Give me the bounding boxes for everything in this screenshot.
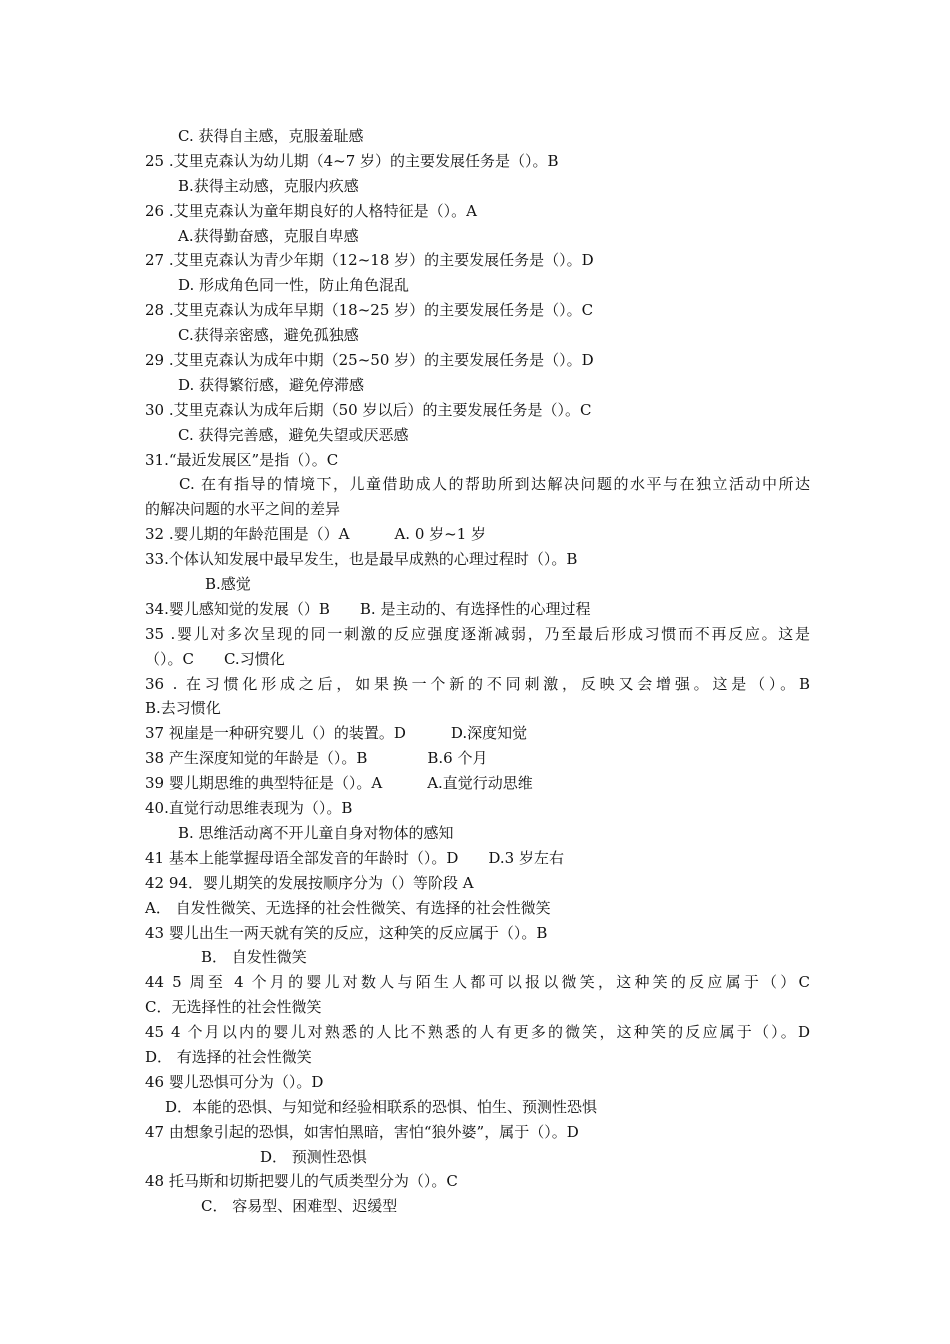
question-line: 41 基本上能掌握母语全部发音的年龄时（）。D D.3 岁左右	[145, 848, 564, 867]
question-line: 28 .艾里克森认为成年早期（18~25 岁）的主要发展任务是（）。C	[145, 301, 594, 320]
question-line: 29 .艾里克森认为成年中期（25~50 岁）的主要发展任务是（）。D	[145, 351, 594, 370]
question-line: 25 .艾里克森认为幼儿期（4~7 岁）的主要发展任务是（）。B	[145, 151, 559, 170]
question-line: 44 5 周至 4 个月的婴儿对数人与陌生人都可以报以微笑，这种笑的反应属于（）C	[145, 973, 810, 992]
question-continuation-line: （）。C C.习惯化	[145, 649, 285, 668]
answer-line: B． 自发性微笑	[201, 948, 307, 967]
question-line: 34.婴儿感知觉的发展（）B B. 是主动的、有选择性的心理过程	[145, 599, 591, 618]
question-line: 37 视崖是一种研究婴儿（）的装置。D D.深度知觉	[145, 724, 528, 743]
question-line: 26 .艾里克森认为童年期良好的人格特征是（）。A	[145, 201, 477, 220]
question-line: 40.直觉行动思维表现为（）。B	[145, 799, 353, 818]
answer-line: B.获得主动感，克服内疚感	[178, 176, 359, 195]
answer-line: B.去习惯化	[145, 699, 221, 718]
answer-line: D. 获得繁衍感，避免停滞感	[178, 375, 365, 394]
question-line: 47 由想象引起的恐惧，如害怕黑暗，害怕“狼外婆”，属于（）。D	[145, 1122, 579, 1141]
answer-line: B. 思维活动离不开儿童自身对物体的感知	[178, 823, 454, 842]
answer-line: C. 获得完善感，避免失望或厌恶感	[178, 425, 409, 444]
answer-line: D． 有选择的社会性微笑	[145, 1047, 312, 1066]
question-line: 33.个体认知发展中最早发生，也是最早成熟的心理过程时（）。B	[145, 550, 578, 569]
question-line: 48 托马斯和切斯把婴儿的气质类型分为（）。C	[145, 1172, 458, 1191]
question-line: 42 94．婴儿期笑的发展按顺序分为（）等阶段 A	[145, 873, 474, 892]
question-line: 35 .婴儿对多次呈现的同一刺激的反应强度逐渐减弱，乃至最后形成习惯而不再反应。这是	[145, 624, 810, 643]
question-line: 39 婴儿期思维的典型特征是（）。A A.直觉行动思维	[145, 774, 533, 793]
question-line: 46 婴儿恐惧可分为（）。D	[145, 1072, 324, 1091]
answer-continuation-line: 的解决问题的水平之间的差异	[145, 500, 341, 519]
answer-line: C. 获得自主感，克服羞耻感	[178, 127, 364, 145]
answer-line: C. 在有指导的情境下，儿童借助成人的帮助所到达解决问题的水平与在独立活动中所达	[179, 475, 810, 494]
question-line: 43 婴儿出生一两天就有笑的反应，这种笑的反应属于（）。B	[145, 923, 548, 942]
answer-line: B.感觉	[205, 575, 251, 594]
answer-line: D． 预测性恐惧	[260, 1147, 367, 1166]
question-line: 36 . 在习惯化形成之后，如果换一个新的不同刺激，反映又会增强。这是（）。B	[145, 674, 810, 693]
answer-line: C.获得亲密感，避免孤独感	[178, 326, 359, 345]
answer-line: A． 自发性微笑、无选择的社会性微笑、有选择的社会性微笑	[145, 898, 551, 917]
answer-line: C． 容易型、困难型、迟缓型	[201, 1197, 398, 1216]
question-line: 38 产生深度知觉的年龄是（）。B B.6 个月	[145, 749, 488, 768]
answer-line: C．无选择性的社会性微笑	[145, 998, 322, 1017]
answer-line: D．本能的恐惧、与知觉和经验相联系的恐惧、怕生、预测性恐惧	[165, 1097, 598, 1116]
question-line: 31.“最近发展区”是指（）。C	[145, 450, 339, 469]
question-line: 30 .艾里克森认为成年后期（50 岁以后）的主要发展任务是（）。C	[145, 400, 592, 419]
document-body	[145, 124, 810, 1219]
answer-line: D. 形成角色同一性，防止角色混乱	[178, 276, 410, 295]
question-line: 45 4 个月以内的婴儿对熟悉的人比不熟悉的人有更多的微笑，这种笑的反应属于（）。D	[145, 1023, 810, 1042]
answer-line: A.获得勤奋感，克服自卑感	[178, 226, 359, 245]
question-line: 27 .艾里克森认为青少年期（12~18 岁）的主要发展任务是（）。D	[145, 251, 594, 270]
question-line: 32 .婴儿期的年龄范围是（）A A. 0 岁~1 岁	[145, 525, 487, 544]
